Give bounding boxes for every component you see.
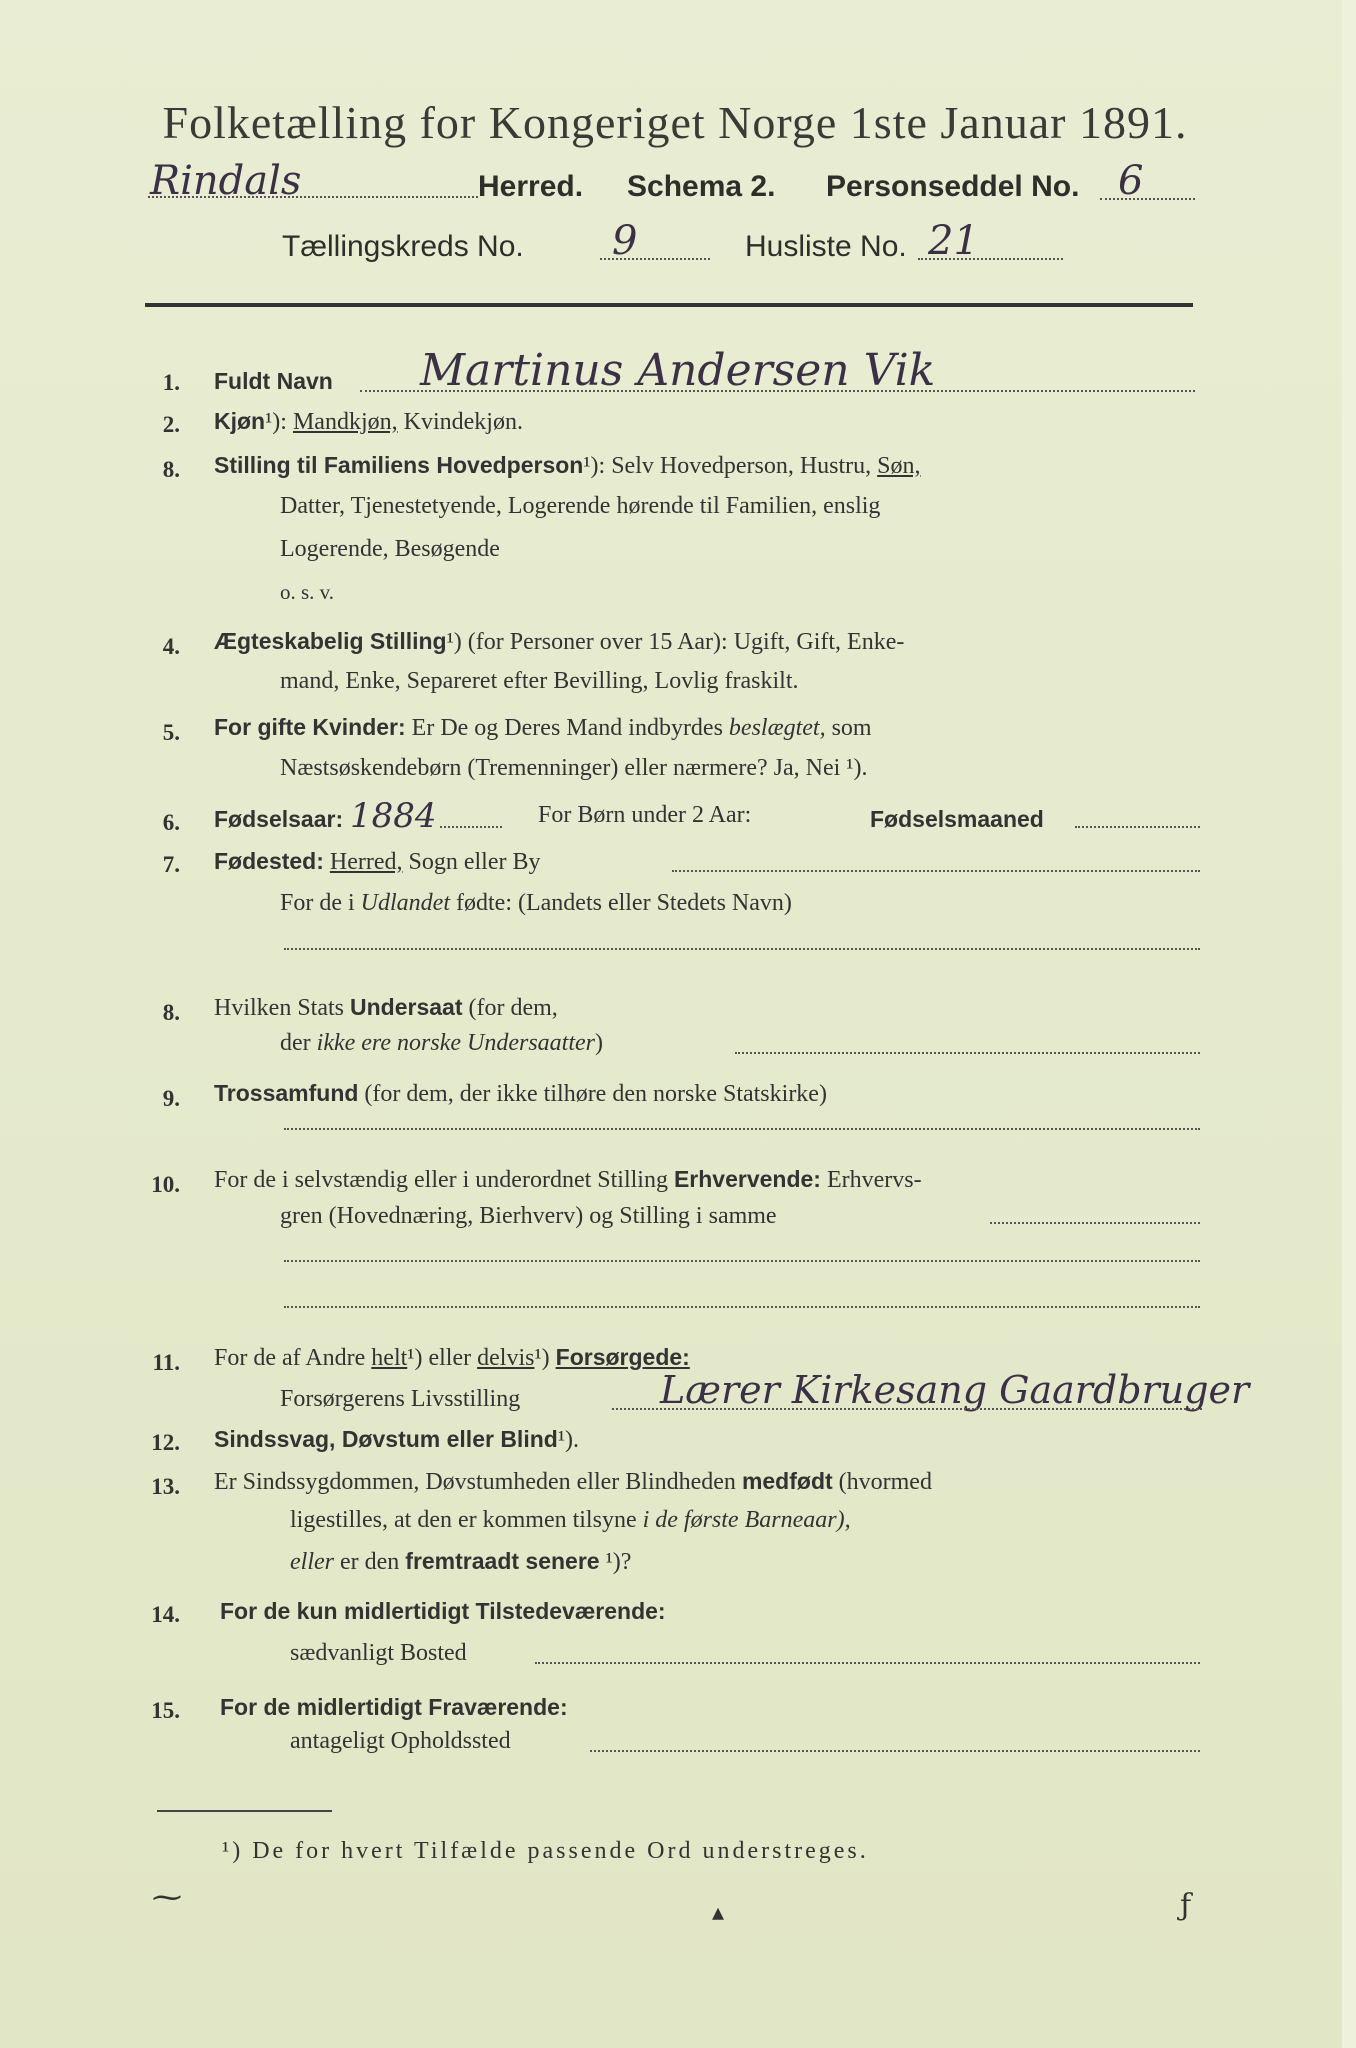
label-bold: Stilling til Familiens Hovedperson — [214, 452, 584, 478]
label-bold: Erhvervende: — [673, 1166, 821, 1192]
item-text — [214, 848, 541, 876]
herred-line — [148, 196, 478, 198]
answer-line — [590, 1750, 1200, 1752]
label-text: Sogn eller By — [408, 849, 541, 875]
label-text: der — [280, 1030, 311, 1056]
answer-line — [284, 948, 1200, 950]
answer-line — [440, 826, 502, 828]
item-text: sædvanligt Bosted — [290, 1640, 467, 1666]
header-rule — [145, 303, 1193, 307]
item-number: 1. — [162, 370, 180, 395]
pen-mark: ⁓ — [152, 1880, 182, 1915]
label-text: som — [831, 715, 872, 741]
label-italic: Udlandet — [360, 890, 450, 916]
personseddel-label: Personseddel No. — [826, 170, 1080, 203]
label-bold: Fødselsmaaned — [870, 806, 1044, 832]
footnote-rule — [157, 1810, 332, 1812]
label-text: ¹) eller — [407, 1345, 472, 1371]
label-italic: beslægtet, — [728, 715, 826, 741]
item-text: Næstsøskendebørn (Tremenninger) eller nærmere? Ja, Nei ¹). — [280, 755, 868, 781]
label-bold: Fødselsaar: — [214, 806, 344, 832]
option-underlined: helt — [371, 1345, 408, 1371]
item-number: 9. — [162, 1086, 180, 1111]
name-answer: Martinus Andersen Vik — [420, 345, 936, 396]
label-bold: Trossamfund — [214, 1080, 359, 1106]
answer-line — [672, 870, 1200, 872]
item-text: o. s. v. — [280, 580, 335, 604]
answer-line — [612, 1408, 1202, 1410]
label-text: For de i — [280, 890, 355, 916]
label-italic: eller — [290, 1549, 334, 1575]
item-text — [280, 890, 792, 917]
pen-mark: ƒ — [1180, 1888, 1192, 1923]
option-underlined: Søn, — [877, 453, 921, 479]
husliste-label: Husliste No. — [745, 230, 907, 263]
answer-line — [990, 1222, 1200, 1224]
item-text — [214, 1080, 827, 1108]
footnote: ¹) De for hvert Tilfælde passende Ord understreges. — [222, 1838, 869, 1864]
label-text: (hvormed — [838, 1469, 932, 1495]
item-number: 13. — [151, 1474, 180, 1499]
provider-answer: Lærer Kirkesang Gaardbruger — [660, 1368, 1250, 1412]
item-text: Logerende, Besøgende — [280, 536, 500, 562]
pen-mark: ▴ — [712, 1898, 725, 1926]
label-bold: Sindssvag, Døvstum eller Blind — [214, 1426, 558, 1452]
item-number: 15. — [151, 1698, 180, 1723]
label-text: (for dem, der ikke tilhøre den norske Statskirke) — [364, 1081, 827, 1107]
label-bold: Ægteskabelig Stilling — [214, 628, 447, 654]
label-text: (for dem, — [468, 995, 558, 1021]
label-bold: For de kun midlertidigt Tilstedeværende: — [220, 1598, 666, 1624]
option-underlined: Mandkjøn, — [292, 409, 398, 435]
item-number: 4. — [162, 634, 180, 659]
label-text: ¹)? — [605, 1549, 632, 1575]
item-number: 8. — [162, 457, 180, 482]
item-number: 7. — [162, 852, 180, 877]
item-text: mand, Enke, Separeret efter Bevilling, Lovlig fraskilt. — [280, 668, 799, 694]
item-number: 2. — [162, 412, 180, 437]
label-text: Er De og Deres Mand indbyrdes — [411, 715, 723, 741]
husliste-line — [918, 258, 1063, 260]
label-text: Hvilken Stats — [214, 995, 344, 1021]
label-bold: fremtraadt senere — [405, 1548, 600, 1574]
label-text: fødte: (Landets eller Stedets Navn) — [456, 890, 792, 916]
personseddel-line — [1100, 198, 1195, 200]
answer-line — [1075, 826, 1200, 828]
label-sup: ¹): — [265, 409, 287, 435]
herred-label: Herred. — [478, 170, 584, 203]
option: Kvindekjøn. — [403, 409, 523, 435]
label-text: For Børn under 2 Aar: — [538, 802, 752, 828]
label-text: ¹) (for Personer over 15 Aar): Ugift, Gift, Enke- — [446, 629, 905, 655]
answer-line — [284, 1260, 1200, 1262]
answer-line — [284, 1128, 1200, 1130]
label-bold: For de midlertidigt Fraværende: — [220, 1694, 568, 1720]
item-text — [214, 994, 558, 1022]
label-bold: medfødt — [741, 1468, 833, 1494]
label-bold: Fødested: — [214, 848, 324, 874]
item-text — [290, 1507, 851, 1534]
label-text: For de i selvstændig eller i underordnet Stilling — [214, 1167, 668, 1193]
item-text: Forsørgerens Livsstilling — [280, 1386, 521, 1412]
item-text: der ikke ere norske Undersaatter) — [280, 1030, 604, 1056]
label-text: For de af Andre — [214, 1345, 366, 1371]
item-number: 11. — [152, 1350, 180, 1375]
label-text: er den — [339, 1549, 400, 1575]
item-number: 10. — [151, 1172, 180, 1197]
paper-edge — [1342, 0, 1356, 2048]
label-italic: i de første Barneaar), — [642, 1507, 851, 1533]
kreds-label: Tællingskreds No. — [282, 230, 524, 263]
item-number: 6. — [162, 810, 180, 835]
herred-value: Rindals — [150, 158, 302, 204]
item-text — [214, 628, 904, 656]
item-number: 14. — [151, 1602, 180, 1627]
kreds-line — [600, 258, 710, 260]
item-number: 8. — [162, 1000, 180, 1025]
item-text: gren (Hovednæring, Bierhverv) og Stilling i samme — [280, 1203, 777, 1229]
answer-line — [535, 1662, 1200, 1664]
label-italic: ikke ere norske Undersaatter — [316, 1030, 596, 1056]
item-text — [214, 1166, 922, 1194]
form-title: Folketælling for Kongeriget Norge 1ste Januar 1891. — [162, 97, 1188, 148]
schema-label: Schema 2. — [627, 170, 776, 203]
item-text — [214, 1426, 579, 1454]
label-text: ¹): Selv Hovedperson, Hustru, — [583, 453, 872, 479]
item-text — [214, 452, 921, 480]
birthyear-answer: 1884 — [350, 796, 437, 836]
item-text: antageligt Opholdssted — [290, 1728, 511, 1754]
kreds-value: 9 — [612, 218, 638, 264]
item-text: Datter, Tjenestetyende, Logerende hørende til Familien, enslig — [280, 493, 881, 519]
label-text: ¹) — [534, 1345, 550, 1371]
label-text: Er Sindssygdommen, Døvstumheden eller Blindheden — [214, 1469, 736, 1495]
option-underlined: Herred, — [329, 849, 403, 875]
label-bold: Undersaat — [350, 994, 463, 1020]
answer-line — [284, 1306, 1200, 1308]
husliste-value: 21 — [928, 218, 979, 264]
item-text — [214, 714, 872, 742]
item-text — [290, 1548, 631, 1576]
item-label: Fuldt Navn — [214, 368, 333, 394]
label-text: ¹). — [557, 1427, 579, 1453]
personseddel-value: 6 — [1118, 158, 1144, 204]
item-text — [214, 1468, 932, 1496]
option-underlined: delvis — [477, 1345, 535, 1371]
label-bold: Kjøn — [214, 408, 266, 434]
item-text — [214, 408, 523, 436]
label-text: Erhvervs- — [826, 1167, 922, 1193]
label-text: ligestilles, at den er kommen tilsyne — [290, 1507, 637, 1533]
label-bold: Forsørgede: — [555, 1344, 690, 1370]
answer-line — [735, 1052, 1200, 1054]
item-number: 5. — [162, 720, 180, 745]
answer-line — [360, 390, 1195, 392]
item-text — [214, 1344, 690, 1372]
item-number: 12. — [151, 1430, 180, 1455]
label-bold: For gifte Kvinder: — [214, 714, 406, 740]
